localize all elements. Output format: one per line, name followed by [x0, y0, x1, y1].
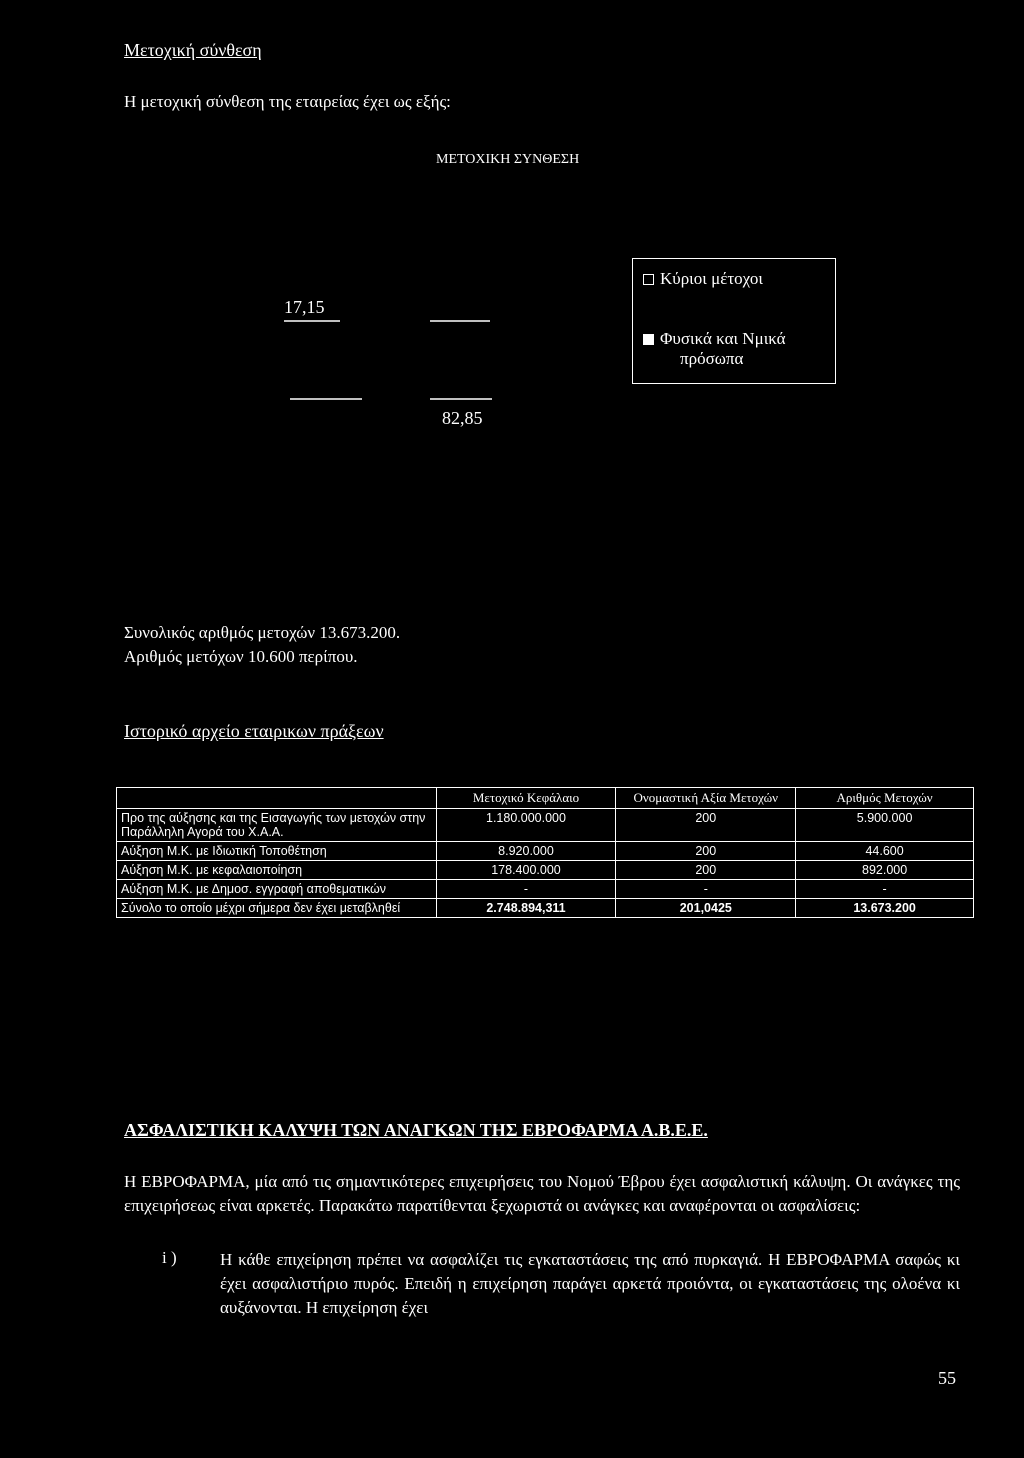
table-cell: 1.180.000.000: [436, 809, 616, 842]
share-totals: [124, 621, 400, 669]
table-cell: 200: [616, 861, 796, 880]
insurance-title: ΑΣΦΑΛΙΣΤΙΚΗ ΚΑΛΥΨΗ ΤΩΝ ΑΝΑΓΚΩΝ ΤΗΣ ΕΒΡΟΦΑΡΜΑ Α.Β.Ε.Ε.: [124, 1120, 708, 1140]
table-cell: 892.000: [796, 861, 974, 880]
table-cell: -: [796, 880, 974, 899]
data-label-main-shareholders: 17,15: [284, 297, 325, 317]
history-table: [116, 787, 974, 918]
data-label-individuals: 82,85: [442, 408, 483, 428]
table-row: [117, 809, 974, 842]
table-cell: 178.400.000: [436, 861, 616, 880]
table-cell: 13.673.200: [796, 899, 974, 918]
paragraph: Η ΕΒΡΟΦΑΡΜΑ, μία από τις σημαντικότερες επιχειρήσεις του Νομού Έβρου έχει ασφαλιστική κάλυψη. Οι ανάγκες της επιχειρήσεως είναι αρκετές. Παρακάτω παρατίθενται ξεχωριστά οι ανάγκες και αναφέρονται οι ασφαλίσεις:: [124, 1172, 960, 1215]
section-title: Μετοχική σύνθεση: [124, 40, 262, 60]
table-cell: -: [616, 880, 796, 899]
table-row: [117, 842, 974, 861]
table-cell: 8.920.000: [436, 842, 616, 861]
legend-label: Φυσικά και Νμικά πρόσωπα: [660, 329, 786, 368]
table-cell: 2.748.894,311: [436, 899, 616, 918]
table-cell: 5.900.000: [796, 809, 974, 842]
table-header: Αριθμός Μετοχών: [796, 788, 974, 809]
legend-swatch-solid: [643, 334, 654, 345]
table-cell: Προ της αύξησης και της Εισαγωγής των μετοχών στην Παράλληλη Αγορά του Χ.Α.Α.: [117, 809, 437, 842]
legend-item-individuals: [643, 329, 786, 369]
table-cell: 200: [616, 809, 796, 842]
table-cell: Αύξηση Μ.Κ. με Δημοσ. εγγραφή αποθεματικών: [117, 880, 437, 899]
intro-text: Η μετοχική σύνθεση της εταιρείας έχει ως εξής:: [124, 92, 451, 111]
table-cell: 200: [616, 842, 796, 861]
table-cell: Αύξηση Μ.Κ. με κεφαλαιοποίηση: [117, 861, 437, 880]
table-header: Ονομαστική Αξία Μετοχών: [616, 788, 796, 809]
table-header-row: [117, 788, 974, 809]
total-shareholders: Αριθμός μετόχων 10.600 περίπου.: [124, 647, 358, 666]
legend-label: Κύριοι μέτοχοι: [660, 269, 763, 288]
table-cell: 44.600: [796, 842, 974, 861]
table-cell: -: [436, 880, 616, 899]
chart-title: ΜΕΤΟΧΙΚΗ ΣΥΝΘΕΣΗ: [436, 152, 580, 167]
list-marker: i ): [162, 1248, 177, 1267]
table-header: [117, 788, 437, 809]
chart-legend: [632, 258, 836, 384]
total-shares: Συνολικός αριθμός μετοχών 13.673.200.: [124, 623, 401, 642]
legend-swatch-open: [643, 274, 654, 285]
table-header: Μετοχικό Κεφάλαιο: [436, 788, 616, 809]
table-cell: Αύξηση Μ.Κ. με Ιδιωτική Τοποθέτηση: [117, 842, 437, 861]
paragraph: Η κάθε επιχείρηση πρέπει να ασφαλίζει τις εγκαταστάσεις της από πυρκαγιά. Η ΕΒΡΟΦΑΡΜΑ σαφώς κι έχει ασφαλιστήριο πυρός. Επειδή η επιχείρηση παράγει αρκετά προιόντα, οι εγκαταστάσεις της ολοένα κι αυξάνονται. Η επιχείρηση έχει: [220, 1250, 960, 1317]
page-number: 55: [938, 1368, 956, 1388]
table-row: [117, 861, 974, 880]
table-cell: 201,0425: [616, 899, 796, 918]
legend-item-main-shareholders: [643, 269, 763, 289]
history-title: Ιστορικό αρχείο εταιρικων πράξεων: [124, 721, 384, 741]
table-cell: Σύνολο το οποίο μέχρι σήμερα δεν έχει μεταβληθεί: [117, 899, 437, 918]
table-row-total: [117, 899, 974, 918]
table-row: [117, 880, 974, 899]
